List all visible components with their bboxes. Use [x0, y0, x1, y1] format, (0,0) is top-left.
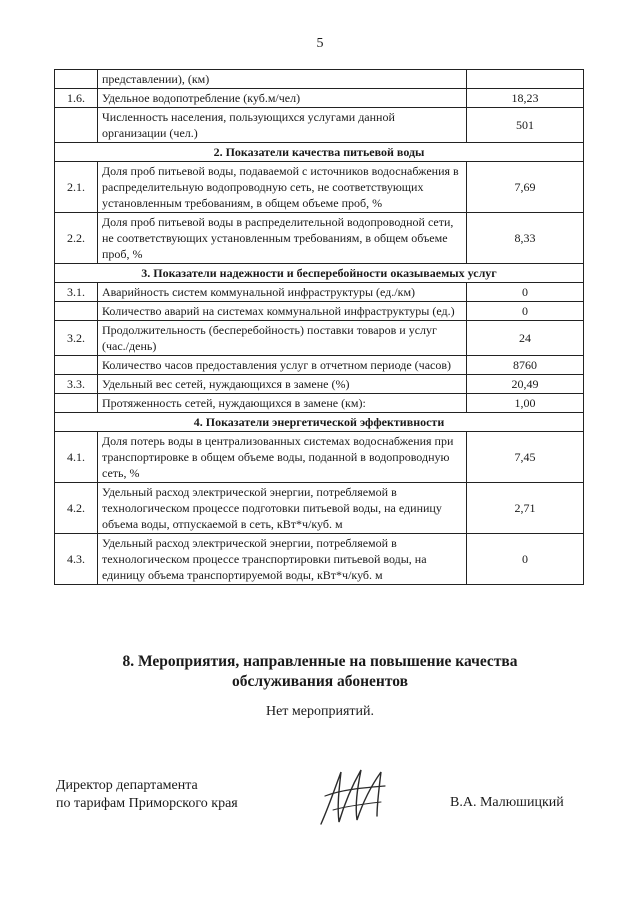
table-row	[55, 162, 584, 213]
row-value: 0	[467, 283, 584, 302]
row-value: 0	[467, 534, 584, 585]
row-description: Доля проб питьевой воды, подаваемой с источников водоснабжения в распределительную водопроводную сеть, не соответствующих установленным требованиям, в общем объеме проб, %	[98, 162, 467, 213]
row-number: 1.6.	[55, 89, 98, 108]
signer-position-line1: Директор департамента	[56, 778, 198, 793]
row-number: 2.2.	[55, 213, 98, 264]
row-number: 4.3.	[55, 534, 98, 585]
row-description: Количество часов предоставления услуг в отчетном периоде (часов)	[98, 356, 467, 375]
row-description: Удельный вес сетей, нуждающихся в замене (%)	[98, 375, 467, 394]
row-number: 4.1.	[55, 432, 98, 483]
table-row	[55, 283, 584, 302]
page-number: 5	[316, 36, 324, 51]
row-description: Удельный расход электрической энергии, потребляемой в технологическом процессе подготовки питьевой воды, на единицу объема воды, отпускаемой в сеть, кВт*ч/куб. м	[98, 483, 467, 534]
table-row	[55, 375, 584, 394]
signer-position-line2: по тарифам Приморского края	[56, 796, 238, 811]
row-description: Удельный расход электрической энергии, потребляемой в технологическом процессе транспортировки питьевой воды, на единицу объема транспортируемой воды, кВт*ч/куб. м	[98, 534, 467, 585]
table-row	[55, 70, 584, 89]
table-row	[55, 108, 584, 143]
table-row	[55, 356, 584, 375]
row-number: 4.2.	[55, 483, 98, 534]
section-header-row	[55, 264, 584, 283]
row-number	[55, 108, 98, 143]
indicators-table-body	[55, 70, 584, 585]
row-value: 7,69	[467, 162, 584, 213]
table-row	[55, 483, 584, 534]
table-row	[55, 534, 584, 585]
table-row	[55, 321, 584, 356]
row-number	[55, 302, 98, 321]
row-value: 24	[467, 321, 584, 356]
row-value: 20,49	[467, 375, 584, 394]
signer-name: В.А. Малюшицкий	[450, 795, 564, 810]
handwritten-signature	[315, 766, 395, 830]
row-value: 18,23	[467, 89, 584, 108]
section-title: 3. Показатели надежности и бесперебойности оказываемых услуг	[55, 264, 584, 283]
row-number: 3.3.	[55, 375, 98, 394]
indicators-table	[54, 69, 584, 585]
signature-block	[56, 777, 238, 813]
section-title: 4. Показатели энергетической эффективности	[55, 413, 584, 432]
row-description: Количество аварий на системах коммунальной инфраструктуры (ед.)	[98, 302, 467, 321]
section-8-heading-line1: 8. Мероприятия, направленные на повышение качества	[122, 653, 518, 670]
row-description: представлении), (км)	[98, 70, 467, 89]
row-value: 0	[467, 302, 584, 321]
row-value: 8760	[467, 356, 584, 375]
row-number	[55, 394, 98, 413]
row-description: Протяженность сетей, нуждающихся в замене (км):	[98, 394, 467, 413]
row-number	[55, 356, 98, 375]
row-value: 501	[467, 108, 584, 143]
row-description: Продолжительность (бесперебойность) поставки товаров и услуг (час./день)	[98, 321, 467, 356]
section-8-heading	[0, 652, 640, 692]
row-value	[467, 70, 584, 89]
row-value: 8,33	[467, 213, 584, 264]
row-description: Аварийность систем коммунальной инфраструктуры (ед./км)	[98, 283, 467, 302]
table-row	[55, 213, 584, 264]
table-row	[55, 302, 584, 321]
section-header-row	[55, 413, 584, 432]
row-value: 7,45	[467, 432, 584, 483]
section-header-row	[55, 143, 584, 162]
table-row	[55, 394, 584, 413]
row-value: 2,71	[467, 483, 584, 534]
no-measures-text: Нет мероприятий.	[265, 704, 375, 719]
table-row	[55, 432, 584, 483]
row-description: Численность населения, пользующихся услугами данной организации (чел.)	[98, 108, 467, 143]
row-description: Доля потерь воды в централизованных системах водоснабжения при транспортировке в общем объеме воды, поданной в водопроводную сеть, %	[98, 432, 467, 483]
row-value: 1,00	[467, 394, 584, 413]
row-number	[55, 70, 98, 89]
row-description: Удельное водопотребление (куб.м/чел)	[98, 89, 467, 108]
row-number: 2.1.	[55, 162, 98, 213]
section-8-heading-line2: обслуживания абонентов	[232, 673, 408, 690]
table-row	[55, 89, 584, 108]
row-number: 3.1.	[55, 283, 98, 302]
row-description: Доля проб питьевой воды в распределительной водопроводной сети, не соответствующих установленным требованиям, в общем объеме проб, %	[98, 213, 467, 264]
row-number: 3.2.	[55, 321, 98, 356]
section-title: 2. Показатели качества питьевой воды	[55, 143, 584, 162]
